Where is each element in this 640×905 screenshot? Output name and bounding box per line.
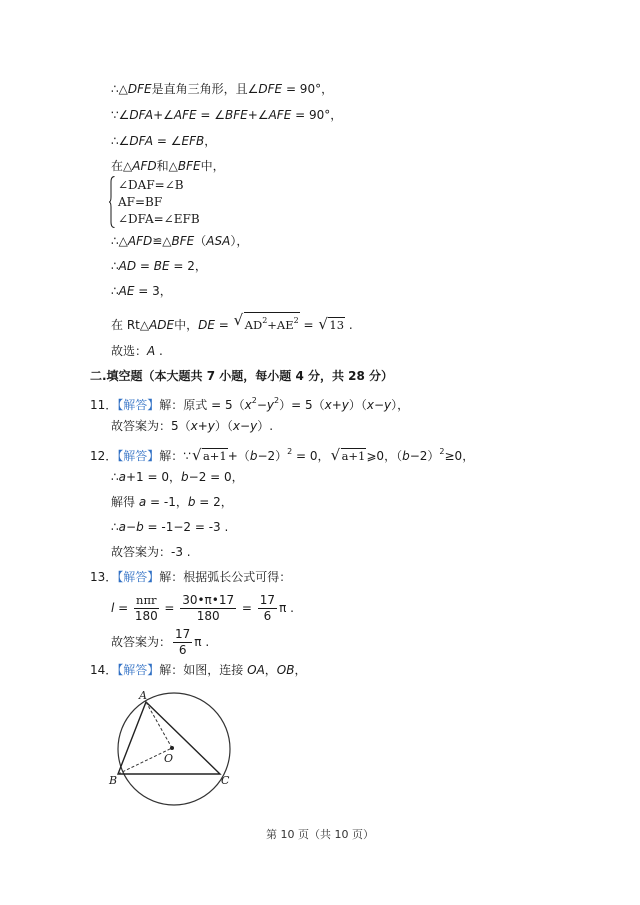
line-de-value: 在 Rt△ADE中，DE = √ $AD^2+AE^2$ = √ 13 . <box>111 311 353 333</box>
system-line-3: ∠DFA=∠EFB <box>118 212 200 226</box>
q13-formula: l = $\frac{\text{nπr}}{180}$ = $\frac{30•\pi•17}{180}$ = $\frac{17}{6}$ π . <box>111 593 294 623</box>
label-a: A <box>139 689 147 702</box>
line-congruent: ∴△AFD≌△BFE（ASA）， <box>111 234 249 248</box>
sqrt-13: √ 13 <box>318 315 345 333</box>
q11-final: 故答案为：5（x+y）（x−y）. <box>111 419 274 433</box>
line-ad-be: ∴AD = BE = 2， <box>111 259 207 273</box>
q12-step-3: ∴a−b = -1−2 = -3 . <box>111 520 229 534</box>
line-dfe-right-triangle: ∴△DFE是直角三角形，且∠DFE = 90°， <box>111 82 334 96</box>
q13-answer: 13．【解答】解：根据弧长公式可得： <box>90 570 292 584</box>
circumcircle <box>118 693 230 805</box>
sqrt-a-plus-1: √ a+1 <box>191 446 227 464</box>
frac-17-6-answer: $\frac{17}{6}$ <box>175 627 191 657</box>
circle-triangle-figure <box>108 688 248 808</box>
q14-answer: 14．【解答】解：如图，连接 OA，OB， <box>90 663 307 677</box>
line-angle-sum: ∵∠DFA+∠AFE = ∠BFE+∠AFE = 90°， <box>111 108 343 122</box>
line-angle-equal: ∴∠DFA = ∠EFB， <box>111 134 217 148</box>
line-choose-a: 故选：A . <box>111 344 163 358</box>
center-point-o <box>170 746 174 750</box>
section-fill-in-heading: 二.填空题（本大题共 7 小题，每小题 4 分，共 28 分） <box>90 369 394 383</box>
label-o: O <box>164 752 174 765</box>
q11-answer: 11．【解答】解：原式 = $5(x^2-y^2)= 5(x+y)(x-y)$， <box>90 396 410 412</box>
page-footer: 第 10 页（共 10 页） <box>266 828 374 841</box>
system-line-1: ∠DAF=∠B <box>118 178 184 192</box>
q12-step-1: ∴a+1 = 0，b−2 = 0， <box>111 470 244 484</box>
frac-arc-formula: $\frac{\text{nπr}}{180}$ <box>134 593 158 623</box>
line-in-triangles: 在△AFD和△BFE中， <box>111 159 225 173</box>
line-ae: ∴AE = 3， <box>111 284 172 298</box>
q13-final: 故答案为： $\frac{17}{6}$ π . <box>111 627 210 657</box>
system-line-2: AF=BF <box>118 195 163 209</box>
frac-17-6: $\frac{17}{6}$ <box>259 593 276 623</box>
q12-final: 故答案为：-3 . <box>111 545 191 559</box>
sqrt-a-plus-1-second: √ a+1 <box>330 446 366 464</box>
sqrt-ad-ae: √ $AD^2+AE^2$ <box>233 311 299 332</box>
q12-answer: 12．【解答】解：∵ √ $a+1+(b-2)^2 = 0$， √ a+1⩾0，$(b-2)^2\ge 0$， <box>90 446 475 464</box>
q12-step-2: 解得 a = -1，b = 2， <box>111 495 233 509</box>
left-brace-icon <box>109 176 115 228</box>
segment-oa <box>146 702 172 748</box>
label-b: B <box>109 774 118 787</box>
label-c: C <box>221 774 230 787</box>
frac-arc-values: $\frac{30•\pi•17}{180}$ <box>182 593 235 623</box>
